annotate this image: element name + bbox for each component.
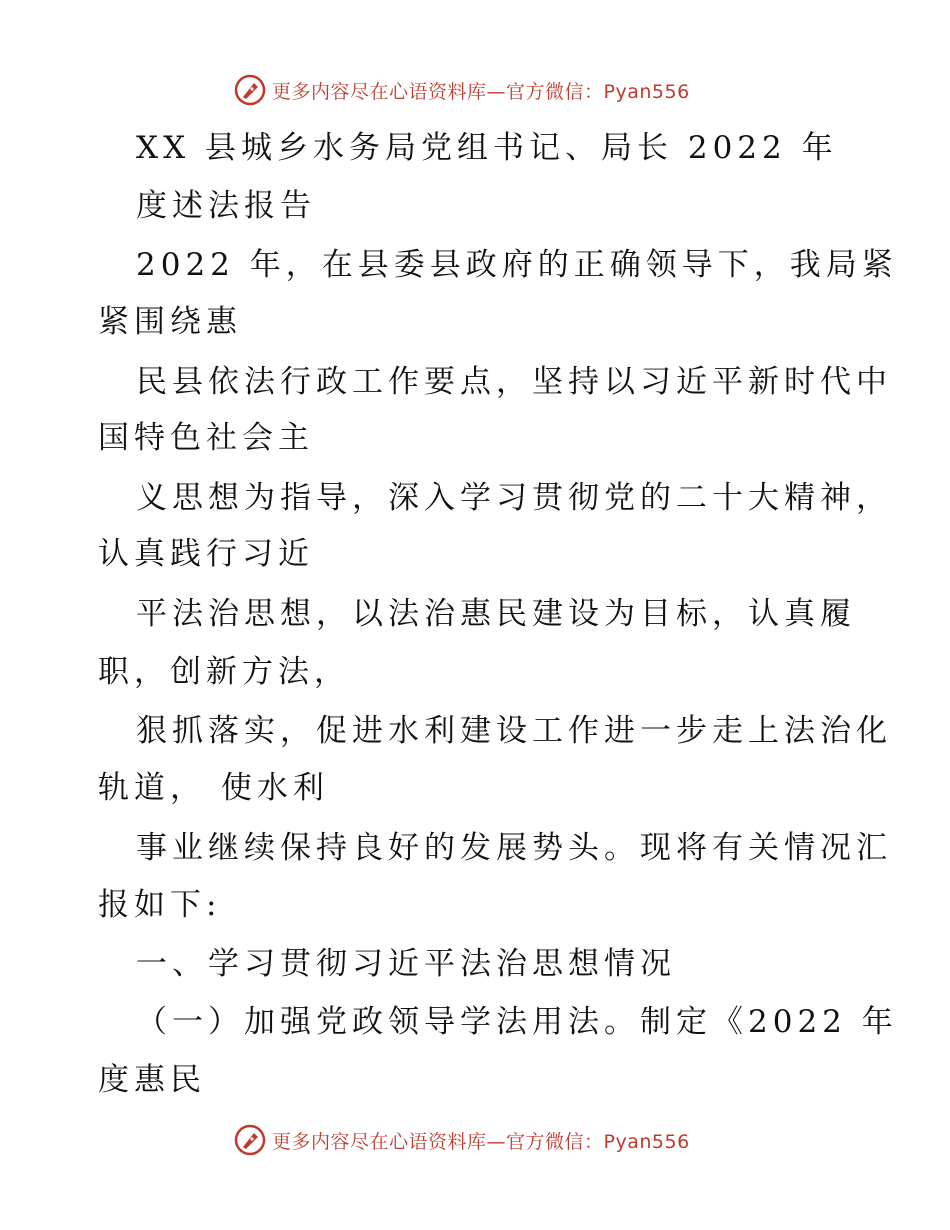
text-line: 紧围绕惠 xyxy=(98,304,242,340)
text-line: XX 县城乡水务局党组书记、局长 2022 年 xyxy=(136,130,838,166)
watermark-text: 更多内容尽在心语资料库—官方微信：Pyan556 xyxy=(272,80,690,103)
pen-nib-logo-icon xyxy=(234,1124,266,1156)
section-heading: 一、学习贯彻习近平法治思想情况 xyxy=(136,946,676,982)
text-line: 认真践行习近 xyxy=(98,536,314,572)
text-line: 报如下: xyxy=(98,887,222,923)
text-line: 义思想为指导，深入学习贯彻党的二十大精神， xyxy=(136,480,892,516)
text-line: 职，创新方法， xyxy=(98,654,350,690)
text-line: 事业继续保持良好的发展势头。现将有关情况汇 xyxy=(136,830,892,866)
watermark-footer xyxy=(234,1122,690,1158)
text-line: 轨道， 使水利 xyxy=(98,770,329,806)
text-line: 度述法报告 xyxy=(136,188,316,224)
text-line: （一）加强党政领导学法用法。制定《2022 年 xyxy=(136,1004,898,1040)
text-line: 狠抓落实，促进水利建设工作进一步走上法治化 xyxy=(136,713,892,749)
text-line: 民县依法行政工作要点，坚持以习近平新时代中 xyxy=(136,364,892,400)
text-line: 度惠民 xyxy=(98,1062,206,1098)
text-line: 平法治思想，以法治惠民建设为目标，认真履 xyxy=(136,596,856,632)
text-line: 国特色社会主 xyxy=(98,420,314,456)
watermark-text: 更多内容尽在心语资料库—官方微信：Pyan556 xyxy=(272,1130,690,1153)
text-line: 2022 年，在县委县政府的正确领导下，我局紧 xyxy=(136,247,898,283)
